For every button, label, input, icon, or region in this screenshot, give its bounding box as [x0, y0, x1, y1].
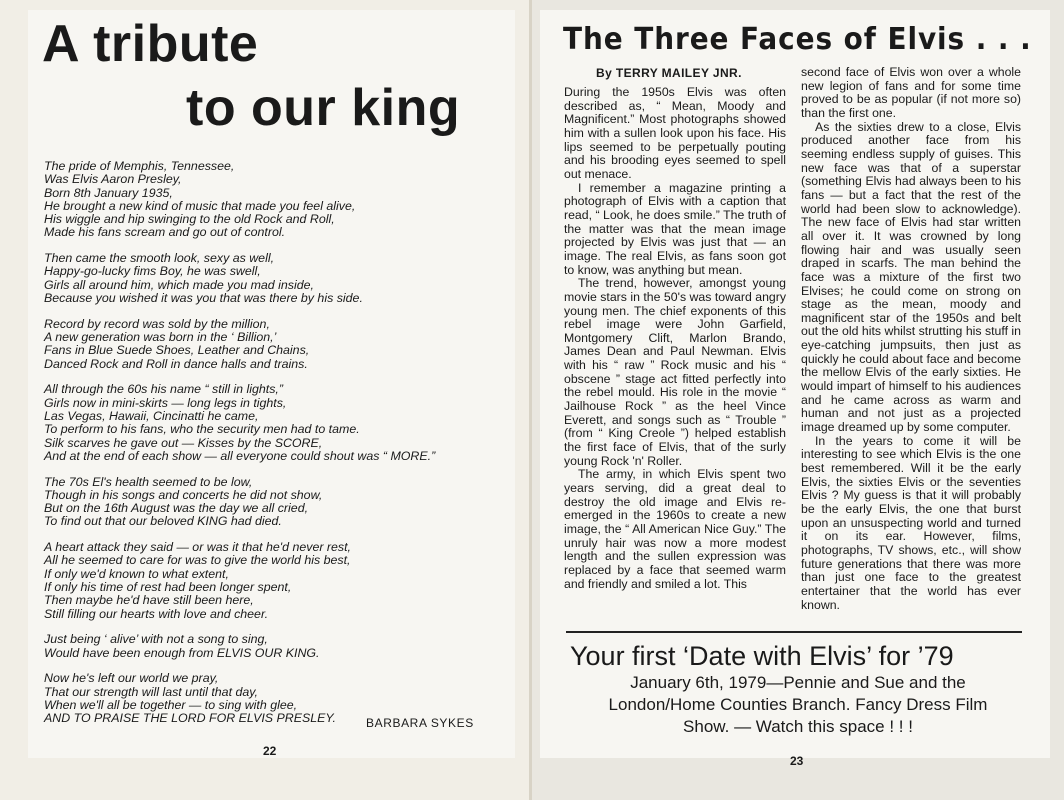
poem-line: Made his fans scream and go out of control.: [44, 225, 286, 240]
advert-body: January 6th, 1979—Pennie and Sue and the London/Home Counties Branch. Fancy Dress Film Show. — Watch this space ! ! !: [608, 673, 988, 736]
article-paragraph: The army, in which Elvis spent two years serving, did a great deal to destroy the old image and Elvis re-emerged in the 1960s to create a new image, the “ All American Nice Guy.” The unruly hair was now a more modest length and the sullen expression was replaced by a face that seemed warm and friendly and smiled a lot. This: [564, 467, 786, 591]
poem-line: Would have been enough from ELVIS OUR KING.: [44, 645, 320, 660]
poem-line: Fans in Blue Suede Shoes, Leather and Chains,: [44, 343, 310, 358]
poem-line: Was Elvis Aaron Presley,: [44, 172, 182, 187]
poem-line: Danced Rock and Roll in dance halls and trains.: [44, 356, 308, 371]
poem-stanza: [44, 160, 514, 240]
article-paragraph: The trend, however, amongst young movie stars in the 50's was toward angry young men. The chief exponents of this rebel image were John Garfield, Montgomery Clift, Marlon Brando, James Dean and Paul Newman. Elvis with his “ raw ” Rock music and his “ obscene ” stage act fitted perfectly into the rebel mould. His role in the movie “ Jailhouse Rock ” as the heel Vince Everett, and songs such as “ Trouble ” (from “ King Creole ”) helped establish the first face of Elvis, that of the surly young Rock 'n' Roller.: [564, 276, 786, 468]
poem-line: Now he's left our world we pray,: [44, 671, 219, 686]
article-paragraph: In the years to come it will be interesting to see which Elvis is the one best remembered. Will it be the early Elvis, the sixties Elvis or the seventies Elvis ? My guess is that it will probably be the early Elvis, the one that burst upon an unsuspecting world and turned it on its ear. However, films, photographs, TV shows, etc., will show future generations that there was more than just one face to the greatest entertainer that the world has ever known.: [801, 433, 1021, 612]
poem: [44, 160, 514, 738]
poem-line: Though in his songs and concerts he did not show,: [44, 487, 323, 502]
poem-line: A heart attack they said — or was it that he'd never rest,: [44, 540, 352, 555]
poem-line: But on the 16th August was the day we all cried,: [44, 501, 309, 516]
poem-line: The pride of Memphis, Tennessee,: [44, 159, 235, 173]
poem-stanza: [44, 252, 514, 305]
left-page: [0, 0, 530, 800]
poem-author: BARBARA SYKES: [366, 716, 474, 730]
poem-line: Happy-go-lucky fims Boy, he was swell,: [44, 264, 261, 279]
article-column-2: [801, 66, 1021, 612]
poem-line: When we'll all be together — to sing with glee,: [44, 697, 298, 712]
poem-line: AND TO PRAISE THE LORD FOR ELVIS PRESLEY.: [44, 711, 336, 726]
tribute-title-line2: to our king: [186, 79, 461, 137]
poem-line: Silk scarves he gave out — Kisses by the SCORE,: [44, 435, 323, 450]
poem-line: Las Vegas, Hawaii, Cincinatti he came,: [44, 408, 259, 423]
poem-stanza: [44, 633, 514, 660]
poem-line: Girls all around him, which made you mad inside,: [44, 277, 314, 292]
tribute-title-line1: A tribute: [42, 15, 259, 73]
poem-line: A new generation was born in the ‘ Billion,’: [44, 330, 277, 345]
poem-line: To find out that our beloved KING had died.: [44, 514, 282, 529]
article-paragraph: I remember a magazine printing a photograph of Elvis with a caption that read, “ Look, he does smile.” The truth of the matter was that the mean image projected by Elvis was just that — an image. The real Elvis, as fans soon got to know, was anything but mean.: [564, 180, 786, 277]
advert-headline: Your first ‘Date with Elvis’ for ’79: [570, 641, 954, 671]
article-title: The Three Faces of Elvis . . .: [563, 22, 1032, 57]
poem-line: His wiggle and hip swinging to the old Rock and Roll,: [44, 212, 335, 227]
poem-line: All through the 60s his name “ still in lights,”: [44, 382, 283, 397]
poem-line: If only we'd known to what extent,: [44, 566, 229, 581]
poem-line: Just being ‘ alive’ with not a song to sing,: [44, 632, 268, 647]
poem-line: All he seemed to care for was to give the world his best,: [44, 553, 351, 568]
poem-line: If only his time of rest had been longer spent,: [44, 579, 292, 594]
section-divider: [566, 631, 1022, 633]
poem-line: Girls now in mini-skirts — long legs in tights,: [44, 395, 287, 410]
article-column-1: [564, 86, 786, 591]
poem-line: He brought a new kind of music that made you feel alive,: [44, 198, 356, 213]
page-number-left: 22: [263, 744, 277, 758]
poem-line: The 70s El's health seemed to be low,: [44, 474, 253, 489]
article-paragraph: During the 1950s Elvis was often described as, “ Mean, Moody and Magnificent.” Most photographs showed him with a sullen look upon his face. His lips seemed to be perpetually pouting and his brooding eyes seemed to spell out menace.: [564, 85, 786, 181]
poem-line: Still filling our hearts with love and cheer.: [44, 606, 269, 621]
poem-line: Because you wished it was you that was there by his side.: [44, 291, 363, 306]
poem-stanza: [44, 318, 514, 371]
poem-line: Then maybe he'd have still been here,: [44, 593, 254, 608]
page-number-right: 23: [790, 754, 804, 768]
poem-stanza: [44, 383, 514, 463]
poem-stanza: [44, 476, 514, 529]
poem-line: And at the end of each show — all everyone could shout was “ MORE.”: [44, 448, 436, 463]
poem-stanza: [44, 541, 514, 621]
right-page: [532, 0, 1064, 800]
poem-line: Record by record was sold by the million,: [44, 316, 270, 331]
poem-line: That our strength will last until that day,: [44, 684, 258, 699]
poem-line: Then came the smooth look, sexy as well,: [44, 251, 275, 266]
article-paragraph: second face of Elvis won over a whole new legion of fans and for some time proved to be as popular (if not more so) than the first one.: [801, 65, 1021, 120]
article-byline: By TERRY MAILEY JNR.: [596, 66, 742, 80]
event-advert: [570, 640, 1030, 738]
poem-line: Born 8th January 1935,: [44, 185, 173, 200]
poem-line: To perform to his fans, who the security men had to tame.: [44, 422, 360, 437]
article-paragraph: As the sixties drew to a close, Elvis produced another face from his seeming endless supply of guises. This new face was that of a superstar (something Elvis had always been to his fans — but a fact that the rest of the world had been slow to acknowledge). The new face of Elvis had star written all over it. It was crowned by long flowing hair and was usually seen draped in scarfs. The man behind the face was a mixture of the first two Elvises; he could come on strong on stage as the mean, moody and magnificent star of the 1950s and belt out the old hits whilst strutting his stuff in eye-catching jumpsuits, then just as quickly he could about face and become the mellow Elvis of the early sixties. He would impart of himself to his audiences and he came across as warm and human and not just as a projected image dreamed up by some computer.: [801, 119, 1021, 435]
